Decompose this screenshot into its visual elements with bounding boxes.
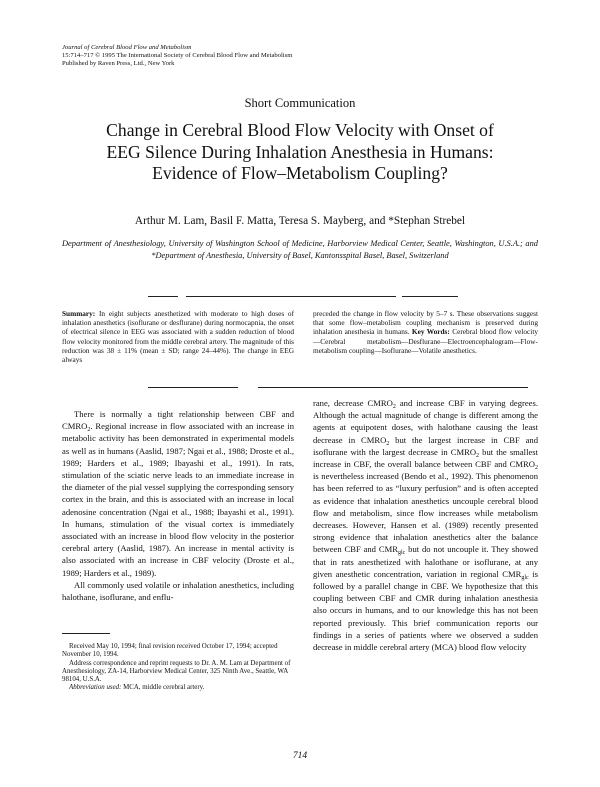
abbreviation-text: MCA, middle cerebral artery. [123, 684, 205, 692]
publisher-line: Published by Raven Press, Ltd., New York [62, 60, 175, 68]
body-paragraph: All commonly used volatile or inhalation anesthetics, including halothane, isoflurane, and enflu- [62, 579, 294, 603]
body-paragraph: There is normally a tight relationship between CBF and $CMRO_2$. Regional increase in flow associated with an increase in metabolic activity has been demonstrated in experimental models as well as in humans (Aaslid, 1987; Ngai et al., 1988; Droste et al., 1989; Harders et al., 1989; Ibayashi et al., 1991). In rats, stimulation of the sciatic nerve leads to an immediate increase in the diameter of the pial vessel supplying the corresponding sensory cortex in the brain, and this is associated with an increase in local adenosine concentration (Ngai et al., 1988; Ibayashi et al., 1991). In humans, stimulation of the visual cortex is immediately associated with an increase in blood flow velocity in the posterior cerebral artery (Aaslid, 1987). An increase in mental activity is also associated with an increase in CBF velocity (Droste et al., 1989; Harders et al., 1989). [62, 409, 294, 578]
footnote-rule [62, 633, 110, 634]
title-line-1: Change in Cerebral Blood Flow Velocity with Onset of [106, 120, 494, 140]
footnote-abbreviation [62, 684, 294, 692]
body-paragraph: rane, decrease $CMRO_2$ and increase CBF in varying degrees. Although the actual magnitude of change is different among the agents at equipotent doses, with halothane causing the least decrease in $CMRO_2$ but the largest increase in CBF and isoflurane with the largest decrease in $CMRO_2$ but the smallest increase in CBF, the overall balance between CBF and $CMRO_2$ is nevertheless increased (Bendo et al., 1992). This phenomenon has been referred to as “luxury perfusion” and is often accepted as evidence that inhalation anesthetics uncouple cerebral blood flow and metabolism, since flow increases while metabolism decreases. However, Hansen et al. (1989) recently presented strong evidence that inhalation anesthetics alter the balance between CBF and $CMR_{glc}$ but do not uncouple it. They showed that in rats anesthetized with halothane or isoflurane, at any given anesthetic concentration, variation in regional $CMR_{glc}$ is followed by a parallel change in CBF. We hypothesize that this coupling between CBF and CMR during inhalation anesthesia also occurs in humans, and to our knowledge this has not been reported previously. This brief communication reports our findings in a series of patients where we observed a sudden decrease in middle cerebral artery (MCA) blood flow velocity [313, 398, 538, 653]
keywords-label: Key Words: [411, 327, 450, 337]
abstract-text-right: preceded the change in flow velocity by 5–7 s. These observations suggest that some flow–metabolism coupling mechanism is preserved during inhalation anesthesia in humans. [313, 309, 538, 337]
footnote-address: Address correspondence and reprint requests to Dr. A. M. Lam at Department of Anesthesiology, ZA-14, Harborview Medical Center, 325 Ninth Ave., Seattle, WA 98104, U.S.A. [62, 659, 291, 684]
journal-name: Journal of Cerebral Blood Flow and Metabolism [62, 44, 192, 51]
body-left-column [62, 408, 294, 603]
rule-dash-2 [402, 296, 458, 297]
abbreviation-label: Abbreviation used: [69, 684, 122, 692]
author-list: Arthur M. Lam, Basil F. Matta, Teresa S. Mayberg, and *Stephan Strebel [134, 215, 466, 227]
body-right-column [313, 397, 538, 653]
abstract-text-left: In eight subjects anesthetized with moderate to high doses of inhalation anesthetics (isoflurane or desflurane) during normocapnia, the onset of electrical silence in EEG was associated with a sudden reduction of blood flow velocity monitored from the middle cerebral artery. The magnitude of this reduction was 38 ± 11% (mean ± SD; range 24–44%). The change in EEG always [62, 309, 294, 365]
title-line-3: Evidence of Flow–Metabolism Coupling? [152, 163, 448, 183]
journal-header [62, 44, 292, 69]
abstract-left-column [62, 309, 294, 364]
footnote-received: Received May 10, 1994; final revision received October 17, 1994; accepted November 10, 1994. [62, 643, 278, 659]
footnote [62, 643, 294, 693]
rule-dash-1 [148, 296, 178, 297]
summary-label: Summary: [62, 309, 96, 318]
affiliation: Department of Anesthesiology, University of Washington School of Medicine, Harborview Medical Center, Seattle, Washington, U.S.A.; and *Department of Anesthesia, University of Basel, Kantonsspital Basel, Basel, Switzerland [62, 239, 538, 260]
page-number: 714 [292, 751, 308, 761]
journal-volume-line: 15:714–717 © 1995 The International Society of Cerebral Blood Flow and Metabolism [62, 52, 293, 60]
keywords-text: Cerebral blood flow velocity—Cerebral metabolism—Desflurane—Electroencephalogram—Flow-metabolism coupling—Isoflurane—Volatile anesthetics. [313, 327, 539, 355]
section-label: Short Communication [244, 96, 356, 110]
abstract-bottom-rule [258, 387, 528, 388]
title-line-2: EEG Silence During Inhalation Anesthesia in Humans: [106, 141, 494, 162]
article-title [40, 120, 560, 185]
rule-dash-3 [148, 387, 238, 388]
abstract-top-rule [186, 296, 396, 297]
abstract-right-column [313, 309, 538, 355]
